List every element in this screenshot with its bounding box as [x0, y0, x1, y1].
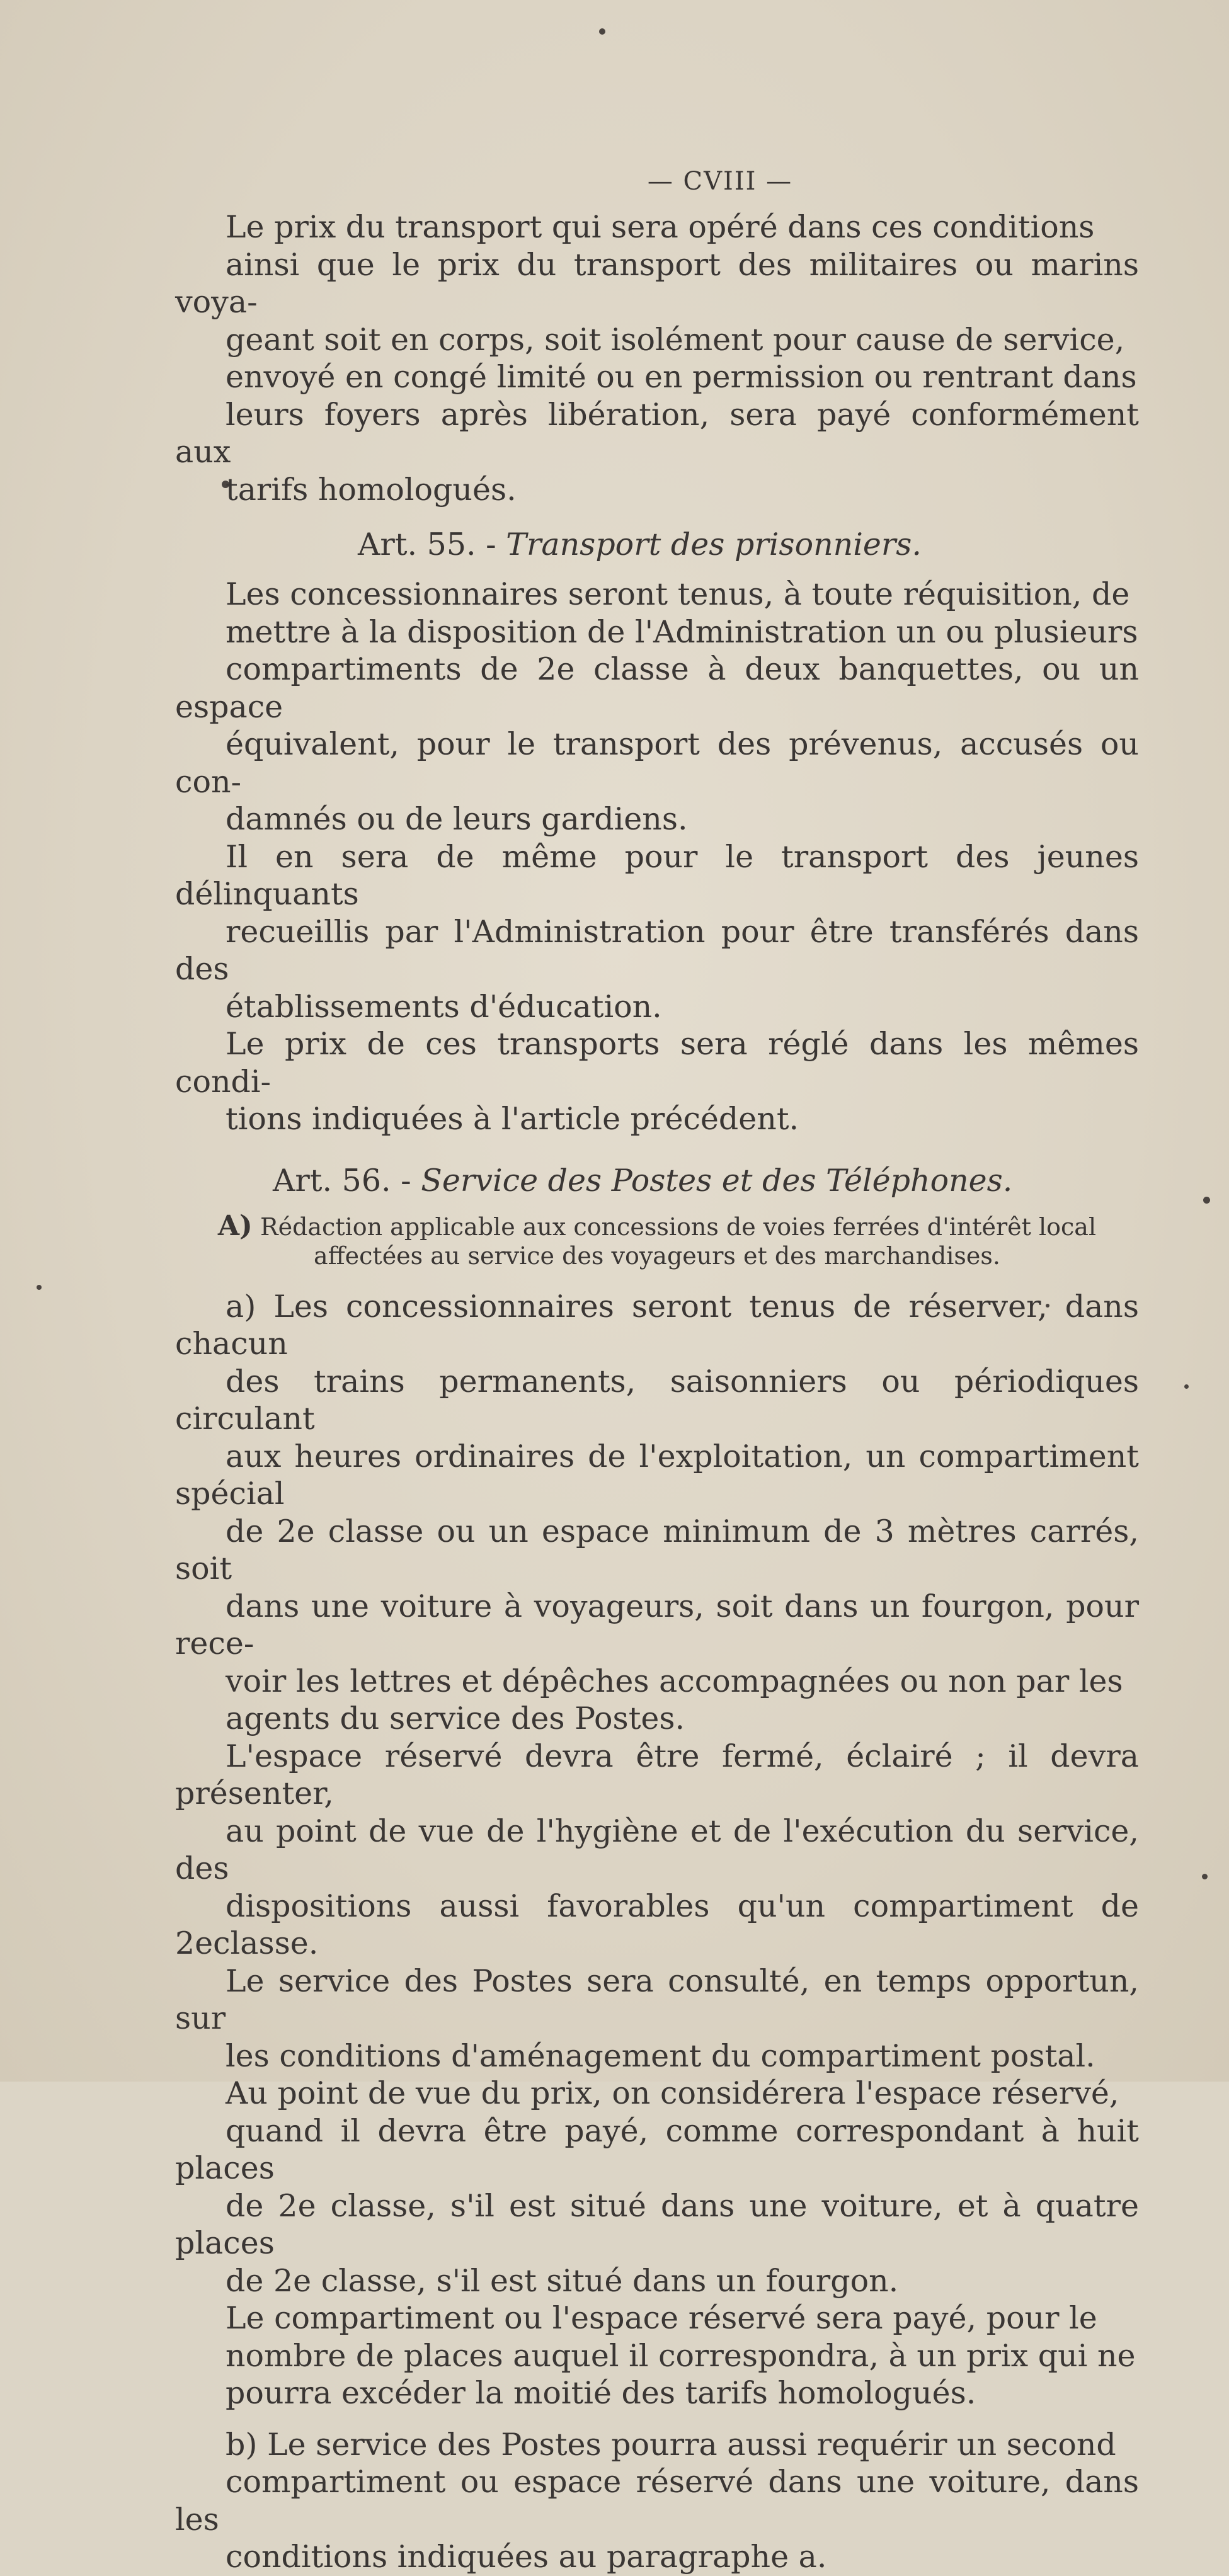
section-label: A) — [217, 1209, 253, 1242]
text-line: conditions indiquées au paragraphe a. — [226, 2539, 827, 2575]
text-line: quand il devra être payé, comme correspondant à huit places — [175, 2112, 1139, 2186]
text-line: pourra excéder la moitié des tarifs homologués. — [226, 2375, 976, 2411]
text-line: les conditions d'aménagement du compartiment postal. — [226, 2037, 1095, 2074]
redaction-text: Rédaction applicable aux concessions de voies ferrées d'intérêt local — [260, 1212, 1097, 1241]
text-line: L'espace réservé devra être fermé, éclairé ; il devra présenter, — [175, 1738, 1139, 1811]
text-line: Les concessionnaires seront tenus, à toute réquisition, de — [226, 576, 1130, 612]
text-line: recueillis par l'Administration pour être transférés dans des — [175, 913, 1139, 987]
paragraph-compartiment — [175, 2300, 1139, 2412]
scan-speck — [1202, 1874, 1208, 1879]
text-line — [175, 1288, 1139, 1363]
heading-dash: - — [476, 527, 506, 562]
text-line: au point de vue de l'hygiène et de l'exécution du service, des — [175, 1813, 1139, 1886]
paragraph-a — [175, 1288, 1139, 1738]
text-line: ainsi que le prix du transport des militaires ou marins voya- — [175, 246, 1139, 320]
text-line: de 2e classe ou un espace minimum de 3 mètres carrés, soit — [175, 1513, 1139, 1587]
text-line: aux heures ordinaires de l'exploitation, un compartiment spécial — [175, 1438, 1139, 1512]
text-line-content: Le service des Postes pourra aussi requérir un second — [267, 2426, 1116, 2463]
paragraph-b — [175, 2426, 1139, 2576]
scan-speck — [37, 1285, 42, 1290]
article-number: Art. 55. — [358, 527, 476, 562]
scan-speck — [1203, 1197, 1210, 1204]
text-line: geant soit en corps, soit isolément pour cause de service, — [226, 321, 1125, 358]
text-line: de 2e classe, s'il est situé dans un fourgon. — [226, 2262, 899, 2299]
text-line — [175, 2426, 1139, 2464]
redaction-note — [175, 1209, 1139, 1270]
text-line: équivalent, pour le transport des prévenus, accusés ou con- — [175, 726, 1139, 800]
paragraph-prix — [175, 2075, 1139, 2300]
text-line: dans une voiture à voyageurs, soit dans un fourgon, pour rece- — [175, 1588, 1139, 1661]
paragraph-label: b) — [226, 2426, 258, 2463]
scan-speck — [599, 28, 605, 35]
article-55-paragraph-2 — [175, 838, 1139, 1026]
text-line: mettre à la disposition de l'Administration un ou plusieurs — [226, 613, 1138, 650]
text-line: Le compartiment ou l'espace réservé sera payé, pour le — [226, 2300, 1097, 2336]
text-line: des trains permanents, saisonniers ou périodiques circulant — [175, 1363, 1139, 1437]
text-line: dispositions aussi favorables qu'un compartiment de 2eclasse. — [175, 1888, 1139, 1961]
heading-dash: - — [391, 1162, 421, 1199]
text-line: agents du service des Postes. — [226, 1701, 685, 1736]
text-line: Le prix du transport qui sera opéré dans ces conditions — [226, 209, 1095, 245]
page-number-header: — CVIII — — [647, 167, 793, 196]
intro-paragraph — [175, 208, 1139, 508]
text-line: Au point de vue du prix, on considérera l'espace réservé, — [226, 2075, 1119, 2111]
text-line: envoyé en congé limité ou en permission ou rentrant dans — [226, 359, 1137, 395]
text-line-content: Les concessionnaires seront tenus de réserver, dans chacun — [175, 1288, 1139, 1362]
article-56-heading — [175, 1162, 1139, 1199]
article-55-paragraph-3 — [175, 1025, 1139, 1138]
text-line: Il en sera de même pour le transport des jeunes délinquants — [175, 838, 1139, 912]
article-number: Art. 56. — [273, 1162, 391, 1199]
text-line: compartiment ou espace réservé dans une voiture, dans les — [175, 2464, 1139, 2538]
text-line: Le prix de ces transports sera réglé dans les mêmes condi- — [175, 1026, 1139, 1100]
paragraph-espace — [175, 1738, 1139, 1963]
redaction-line — [217, 1209, 1097, 1242]
text-block — [175, 167, 1139, 2576]
text-line: compartiments de 2e classe à deux banquettes, ou un espace — [175, 651, 1139, 725]
article-title: Service des Postes et des Téléphones. — [421, 1162, 1013, 1199]
text-line: établissements d'éducation. — [226, 988, 662, 1025]
article-title: Transport des prisonniers. — [506, 527, 922, 562]
redaction-line: affectées au service des voyageurs et des marchandises. — [314, 1241, 1000, 1270]
article-55-paragraph-1 — [175, 576, 1139, 838]
text-line: Le service des Postes sera consulté, en temps opportun, sur — [175, 1963, 1139, 2036]
text-line: voir les lettres et dépêches accompagnées ou non par les — [226, 1663, 1123, 1699]
text-line: damnés ou de leurs gardiens. — [226, 801, 688, 837]
article-55-heading — [175, 526, 1139, 563]
text-line: de 2e classe, s'il est situé dans une voiture, et à quatre places — [175, 2187, 1139, 2261]
scan-speck — [1184, 1384, 1189, 1389]
text-line: leurs foyers après libération, sera payé conformément aux — [175, 396, 1139, 470]
text-line: tarifs homologués. — [226, 471, 517, 508]
paragraph-consulte — [175, 1963, 1139, 2075]
paragraph-label: a) — [226, 1288, 256, 1325]
text-line: nombre de places auquel il correspondra, à un prix qui ne — [226, 2337, 1136, 2374]
text-line: tions indiquées à l'article précédent. — [226, 1101, 799, 1137]
